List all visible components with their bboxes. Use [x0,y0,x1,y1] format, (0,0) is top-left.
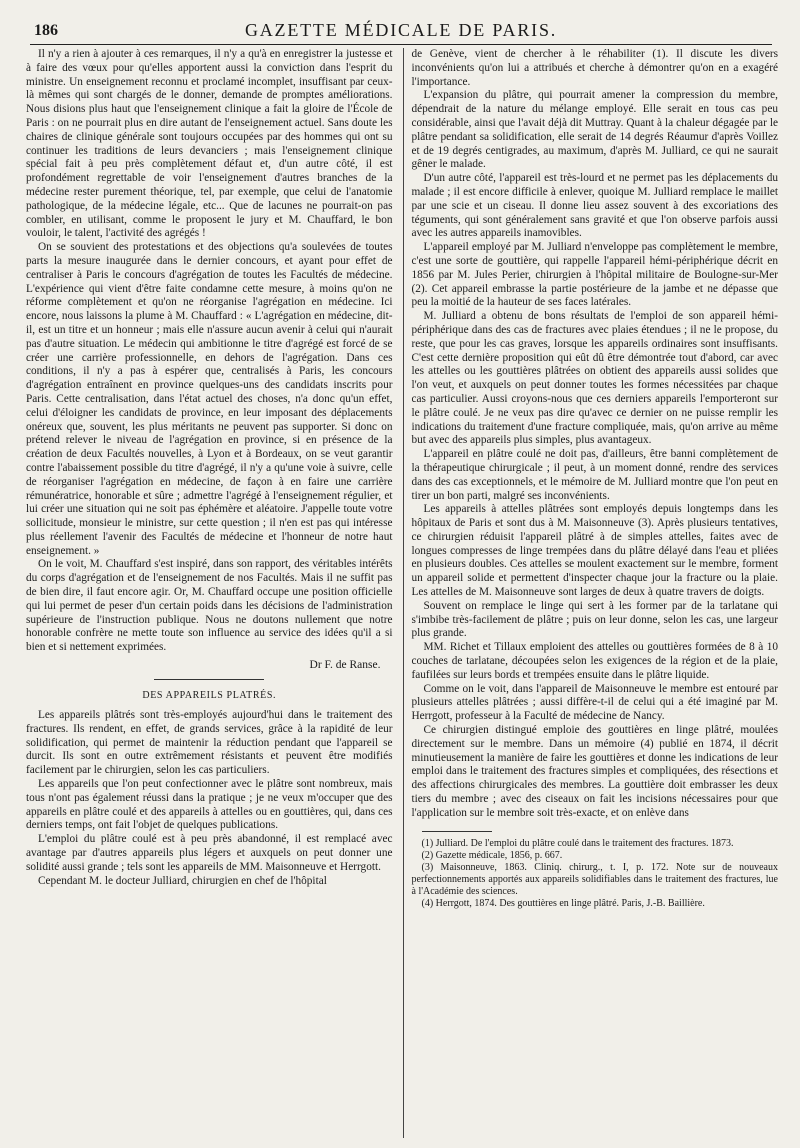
footnote: (4) Herrgott, 1874. Des gouttières en linge plâtré. Paris, J.-B. Baillière. [421,897,705,909]
paragraph: de Genève, vient de chercher à le réhabiliter (1). Il discute les divers inconvénients qu'on lui a attribués et cherche à démontrer qu'on en a exagéré l'importance. [411,48,778,88]
section-title: DES APPAREILS PLATRÉS. [142,690,277,702]
paragraph: On le voit, M. Chauffard s'est inspiré, dans son rapport, des véritables intérêts du corps d'agrégation et de l'enseignement de nos Facultés. Mais il ne suffit pas de bien dire, il faut encore agir. Or, M. Chauffard occupe une position officielle qui lui permet de peser d'un certain poids dans les décisions de l'administration supérieure de l'instruction publique. Nous ne doutons nullement que notre honorable confrère ne mette toute son influence au service des idées qu'il a si bien et si nettement exprimées. [26,558,393,654]
footnote: (3) Maisonneuve, 1863. Cliniq. chirurg., t. I, p. 172. Note sur de nouveaux perfectionnements apportés aux appareils solidifiables dans le traitement des fractures, lue à l'Académie des sciences. [411,861,778,897]
footnote: (1) Julliard. De l'emploi du plâtre coulé dans le traitement des fractures. 1873. [421,837,734,849]
paragraph: Comme on le voit, dans l'appareil de Maisonneuve le membre est entouré par plusieurs attelles plâtrées ; aussi diffère-t-il de celui qui a été imaginé par M. Herrgott, professeur à la Faculté de médecine de Nancy. [411,682,778,723]
right-column [403,48,779,1138]
paragraph: L'emploi du plâtre coulé est à peu près abandonné, il est remplacé avec avantage par d'autres appareils plus légers et auxquels on peut donner une solidité aussi grande ; tels sont les appareils de MM. Maisonneuve et Herrgott. [26,833,393,873]
paragraph: L'expansion du plâtre, qui pourrait amener la compression du membre, dépendrait de la nature du mélange employé. Elle serait en tous cas peu considérable, ainsi que l'avait déjà dit Muttray. Quant à la chaleur dégagée par le plâtre pendant sa solidification, elle serait de 14 degrés Réaumur d'après Voillez et de 19 degrés centigrades, au maximum, d'après M. Julliard, ce qui ne saurait gêner le malade. [411,89,778,171]
paragraph: Les appareils plâtrés sont très-employés aujourd'hui dans le traitement des fractures. Ils rendent, en effet, de grands services, grâce à la rapidité de leur solidification, qui permet de maintenir la réduction pendant que l'appareil se durcit. Ils sont en outre extrêmement résistants et peuvent être modifiés facilement par le chirurgien, selon les cas particuliers. [26,709,393,777]
section-divider [154,679,264,680]
left-column [26,48,399,1138]
text-columns [26,48,778,1138]
header-rule [30,44,772,45]
paragraph: L'appareil en plâtre coulé ne doit pas, d'ailleurs, être banni complètement de la thérapeutique chirurgicale ; il peut, à un moment donné, rendre des services dans des cas exceptionnels, et le mémoire de M. Julliard montre que l'on peut en tirer un bon parti, malgré ses inconvénients. [411,448,778,502]
paragraph: Il n'y a rien à ajouter à ces remarques, il n'y a qu'à en enregistrer la justesse et à faire des vœux pour qu'elles apportent aussi la conviction dans l'esprit du ministre. Un enseignement reconnu et proclamé incomplet, insuffisant par ceux-là mêmes qui sont chargés de le donner, demande de promptes améliorations. Nous disions plus haut que l'enseignement clinique a fait la gloire de l'École de Paris : on ne pourrait plus en dire autant de l'enseignement actuel. Sans doute les chaires de clinique générale sont toujours occupées par des hommes qui ont su continuer les traditions de leurs devanciers ; mais l'enseignement clinique spécial fait à peu près complètement défaut et, d'un autre côté, il est profondément regrettable de voir l'enseignement d'autres branches de la médecine rester purement théorique, tel, par exemple, que celui de l'anatomie pathologique, de la médecine légale, etc... Que de lacunes ne pourrait-on pas combler, en utilisant, comme le proposent le jury et M. Chauffard, le bon vouloir, le talent, l'activité des agrégés ! [26,48,393,240]
paragraph: MM. Richet et Tillaux emploient des attelles ou gouttières formées de 8 à 10 couches de tarlatane, découpées selon les exigences de la région et de la plaie, faufilées sur leurs bords et trempées ensuite dans le plâtre liquide. [411,641,778,681]
paragraph: Ce chirurgien distingué emploie des gouttières en linge plâtré, moulées directement sur le membre. Dans un mémoire (4) publié en 1874, il décrit minutieusement la manière de faire les gouttières et donne les indications de leur emploi dans le traitement des fractures simples et compliquées, des résections et des affections chirurgicales des membres. La gouttière doit embrasser les deux tiers du membre ; avec des ciseaux on fait les incisions nécessaires pour que l'application sur le membre soit très-exacte, et on enlève dans [411,724,778,819]
paragraph: Souvent on remplace le linge qui sert à les former par de la tarlatane qui s'imbibe très-facilement de plâtre ; puis on leur donne, selon les cas, une largeur plus grande. [411,599,778,640]
paragraph: On se souvient des protestations et des objections qu'a soulevées de toutes parts la mesure inaugurée dans le dernier concours, et ayant pour effet de centraliser à Paris le concours d'agrégation de toutes les Facultés de médecine. L'expérience qui vient d'être faite condamne cette mesure, à moins qu'on ne réforme complètement et qu'on ne réorganise l'agrégation en médecine. Ici encore, nous laissons la plume à M. Chauffard : « L'agrégation en médecine, dit-il, est un titre et un honneur ; mais elle n'assure aucun avenir à celui qui n'aurait pas d'autre situation. Le médecin qui ambitionne le titre d'agrégé est forcé de se créer une carrière professionnelle, en dehors de l'agrégation. Dans ces conditions, il n'y a pas à espérer que, centralisés à Paris, les concours d'agrégation entraînent en province quelques-uns des candidats inscrits pour Paris. Cette centralisation, dans l'état actuel des choses, n'a donc qu'un effet, celui d'éloigner les candidats de province, en leur imposant des déplacements onéreux que, souvent, les plus méritants ne peuvent pas supporter. Si donc on prétend relever le niveau de l'agrégation en province, si en présence de la création de deux Facultés nouvelles, à Lyon et à Bordeaux, on se veut garantir contre l'abaissement possible du titre d'agrégé, il n'y a qu'une voie à suivre, celle de réorganiser l'agrégation en médecine, de façon à en faire une carrière rémunératrice, honorable et sûre ; admettre l'agrégé à l'enseignement régulier, et lui créer une situation qui ne soit pas éphémère et aléatoire. J'appelle toute votre sollicitude, monsieur le ministre, sur cette question ; il n'en est pas qui intéresse plus réellement l'avenir des Facultés de médecine et l'honneur de notre haut enseignement. » [26,241,393,557]
page-number: 186 [34,22,58,39]
footnote-divider [422,831,492,832]
paragraph: L'appareil employé par M. Julliard n'enveloppe pas complètement le membre, c'est une sorte de gouttière, qui rappelle l'appareil hémi-périphérique décrit en 1856 par M. Jules Perier, chirurgien à l'hôpital militaire de Boulogne-sur-Mer (2). Cet appareil embrasse la partie postérieure de la jambe et ne dépasse que peu la moitié de la hauteur de ses faces latérales. [411,241,778,309]
author-signature: Dr F. de Ranse. [309,659,381,672]
page-header [26,14,776,44]
paragraph: Cependant M. le docteur Julliard, chirurgien en chef de l'hôpital [38,874,327,887]
paragraph: D'un autre côté, l'appareil est très-lourd et ne permet pas les déplacements du malade ; il est encore difficile à enlever, quoique M. Julliard remplace le maillet par une scie et un ciseau. Il donne lieu assez souvent à des excoriations des téguments, qui sont généralement sans gravité et que l'on observe parfois aussi avec les autres appareils inamovibles. [411,172,778,240]
paragraph: M. Julliard a obtenu de bons résultats de l'emploi de son appareil hémi-périphérique dans des cas de fractures avec plaies étendues ; il ne le propose, du reste, que pour les cas graves, lorsque les appareils ordinaires sont insuffisants. C'est cette dernière proposition qui eût dû être démontrée tout d'abord, car avec les attelles ou les gouttières plâtrées on obtient des appareils aussi solides que l'on veut, et auxquels on peut donner toutes les formes nécessitées par chaque cas particulier. Aussi croyons-nous que ces derniers appareils l'emporteront sur le plâtre coulé. Je ne veux pas dire qu'avec ce dernier on ne puisse remplir les indications du traitement d'une fracture compliquée, mais, qu'on arrive au même but avec des appareils plus simples, plus avantageux. [411,310,778,447]
paragraph: Les appareils à attelles plâtrées sont employés depuis longtemps dans les hôpitaux de Paris et sont dus à M. Maisonneuve (3). Après plusieurs tentatives, ce chirurgien réduisit l'appareil plâtré à de simples attelles, faites avec de longues compresses de linge trempées dans du plâtre délayé dans l'eau et pliées en plusieurs doubles. Ces attelles se moulent exactement sur le membre, forment un appareil solide et permettent d'inspecter chaque jour la fracture ou la plaie. Les attelles de M. Maisonneuve sont larges de deux à quatre travers de doigts. [411,503,778,599]
footnote: (2) Gazette médicale, 1856, p. 667. [421,849,563,861]
journal-title: GAZETTE MÉDICALE DE PARIS. [244,20,558,40]
paragraph: Les appareils que l'on peut confectionner avec le plâtre sont nombreux, mais tous n'ont pas également réussi dans la pratique ; je ne veux m'occuper que des appareils en plâtre coulé et des appareils à attelles ou en gouttières, qui, dans ces derniers temps, ont fait l'objet de quelques publications. [26,778,393,832]
